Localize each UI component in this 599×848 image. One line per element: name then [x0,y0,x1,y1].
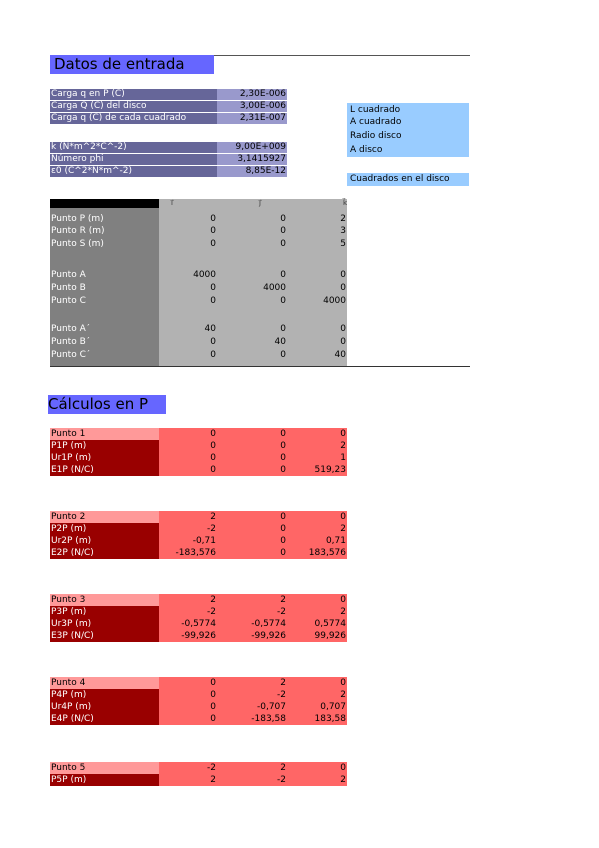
calc-y-value: 2 [217,762,287,774]
calc-z-value: 183,576 [287,547,347,559]
calc-row-label: E3P (N/C) [50,630,159,642]
calc-x-value: -2 [159,523,217,535]
point-x-value: 0 [210,226,216,236]
calc-y-value: -2 [217,774,287,786]
calc-z-value: 0,707 [287,701,347,713]
calc-z-value: 183,58 [287,713,347,725]
calc-x-value: 0 [159,701,217,713]
calc-row-label: P1P (m) [50,440,159,452]
point-y-value: 0 [280,214,286,224]
calc-z-value: 0,71 [287,535,347,547]
point-y-value: 0 [280,239,286,249]
calc-y-value: -99,926 [217,630,287,642]
point-label: Punto B [51,283,86,293]
points-header-bar [50,199,159,208]
constant-value: 8,85E-12 [217,166,287,177]
calc-x-value: 2 [159,594,217,606]
calc-x-value: 2 [159,774,217,786]
calc-y-value: -0,5774 [217,618,287,630]
calc-y-value: 2 [217,677,287,689]
calc-y-value: 0 [217,511,287,523]
calc-y-value: -2 [217,606,287,618]
point-y-value: 0 [280,270,286,280]
calc-x-value: -99,926 [159,630,217,642]
constant-value: 2,31E-007 [217,113,287,124]
calc-y-value: 0 [217,428,287,440]
point-x-value: 40 [204,324,216,334]
calc-row-label: P2P (m) [50,523,159,535]
point-x-value: 0 [210,283,216,293]
calc-z-value: 2 [287,523,347,535]
calc-y-value: 0 [217,547,287,559]
point-z-value: 5 [340,239,346,249]
side-label: A cuadrado [347,115,469,129]
point-x-value: 0 [210,337,216,347]
constant-label: ε0 (C^2*N*m^-2) [50,166,217,177]
constant-label: Número phi [50,154,217,165]
calc-y-value: 0 [217,535,287,547]
calc-z-value: 519,23 [287,464,347,476]
point-z-value: 2 [340,214,346,224]
calc-row-label: Punto 4 [50,677,159,689]
calc-x-value: 0 [159,428,217,440]
calc-x-value: -2 [159,606,217,618]
point-x-value: 4000 [193,270,216,280]
point-label: Punto C [51,296,86,306]
calc-z-value: 2 [287,689,347,701]
point-x-value: 0 [210,214,216,224]
constant-label: Carga q en P (C) [50,89,217,100]
calc-x-value: 0 [159,713,217,725]
calc-row-label: Punto 3 [50,594,159,606]
calc-section-title: Cálculos en P [48,395,166,414]
calc-x-value: -2 [159,762,217,774]
calc-x-value: -0,5774 [159,618,217,630]
points-bottom-border [50,366,470,367]
side-label: Cuadrados en el disco [347,173,469,186]
calc-x-value: 0 [159,452,217,464]
calc-row-label: Punto 2 [50,511,159,523]
calc-z-value: 0 [287,428,347,440]
point-x-value: 0 [210,239,216,249]
calc-row-label: P4P (m) [50,689,159,701]
vector-j-header: j⃗ [259,199,261,207]
point-y-value: 0 [280,296,286,306]
point-z-value: 0 [340,270,346,280]
side-label: Radio disco [347,129,469,143]
calc-row-label: Punto 1 [50,428,159,440]
calc-z-value: 2 [287,774,347,786]
calc-row-label: E2P (N/C) [50,547,159,559]
calc-z-value: 0 [287,594,347,606]
point-label: Punto C´ [51,350,91,360]
input-section-title: Datos de entrada [50,55,214,74]
constant-value: 9,00E+009 [217,142,287,153]
calc-x-value: 0 [159,440,217,452]
point-y-value: 40 [274,337,286,347]
calc-z-value: 1 [287,452,347,464]
calc-row-label: E1P (N/C) [50,464,159,476]
calc-x-value: 0 [159,464,217,476]
point-y-value: 0 [280,350,286,360]
calc-z-value: 0 [287,511,347,523]
calc-row-label: Punto 5 [50,762,159,774]
point-label: Punto B´ [51,337,91,347]
point-z-value: 40 [334,350,346,360]
point-z-value: 3 [340,226,346,236]
side-label: A disco [347,143,469,157]
calc-y-value: 0 [217,464,287,476]
constant-value: 3,00E-006 [217,101,287,112]
calc-y-value: 0 [217,452,287,464]
calc-row-label: P5P (m) [50,774,159,786]
calc-x-value: 2 [159,511,217,523]
calc-row-label: Ur1P (m) [50,452,159,464]
point-label: Punto P (m) [51,214,104,224]
vector-i-header: i⃗ [171,199,173,207]
calc-x-value: 0 [159,677,217,689]
point-label: Punto S (m) [51,239,104,249]
point-y-value: 4000 [263,283,286,293]
calc-x-value: 0 [159,689,217,701]
point-z-value: 0 [340,337,346,347]
constant-label: Carga Q (C) del disco [50,101,217,112]
constant-value: 2,30E-006 [217,89,287,100]
calc-z-value: 0,5774 [287,618,347,630]
calc-z-value: 0 [287,677,347,689]
calc-z-value: 2 [287,440,347,452]
calc-row-label: P3P (m) [50,606,159,618]
calc-row-label: Ur3P (m) [50,618,159,630]
calc-y-value: -2 [217,689,287,701]
point-z-value: 0 [340,283,346,293]
constant-label: Carga q (C) de cada cuadrado [50,113,217,124]
calc-y-value: 2 [217,594,287,606]
calc-y-value: 0 [217,523,287,535]
calc-row-label: Ur2P (m) [50,535,159,547]
point-z-value: 4000 [323,296,346,306]
point-y-value: 0 [280,324,286,334]
point-x-value: 0 [210,296,216,306]
point-y-value: 0 [280,226,286,236]
point-label: Punto A [51,270,86,280]
constant-label: k (N*m^2*C^-2) [50,142,217,153]
vector-k-header: k⃗ [342,199,348,207]
point-z-value: 0 [340,324,346,334]
calc-z-value: 0 [287,762,347,774]
side-label: L cuadrado [347,103,469,117]
calc-z-value: 99,926 [287,630,347,642]
calc-x-value: -183,576 [159,547,217,559]
calc-y-value: -183,58 [217,713,287,725]
calc-row-label: E4P (N/C) [50,713,159,725]
calc-z-value: 2 [287,606,347,618]
calc-y-value: 0 [217,440,287,452]
point-x-value: 0 [210,350,216,360]
calc-y-value: -0,707 [217,701,287,713]
point-label: Punto R (m) [51,226,105,236]
point-label: Punto A´ [51,324,91,334]
constant-value: 3,1415927 [217,154,287,165]
calc-x-value: -0,71 [159,535,217,547]
calc-row-label: Ur4P (m) [50,701,159,713]
